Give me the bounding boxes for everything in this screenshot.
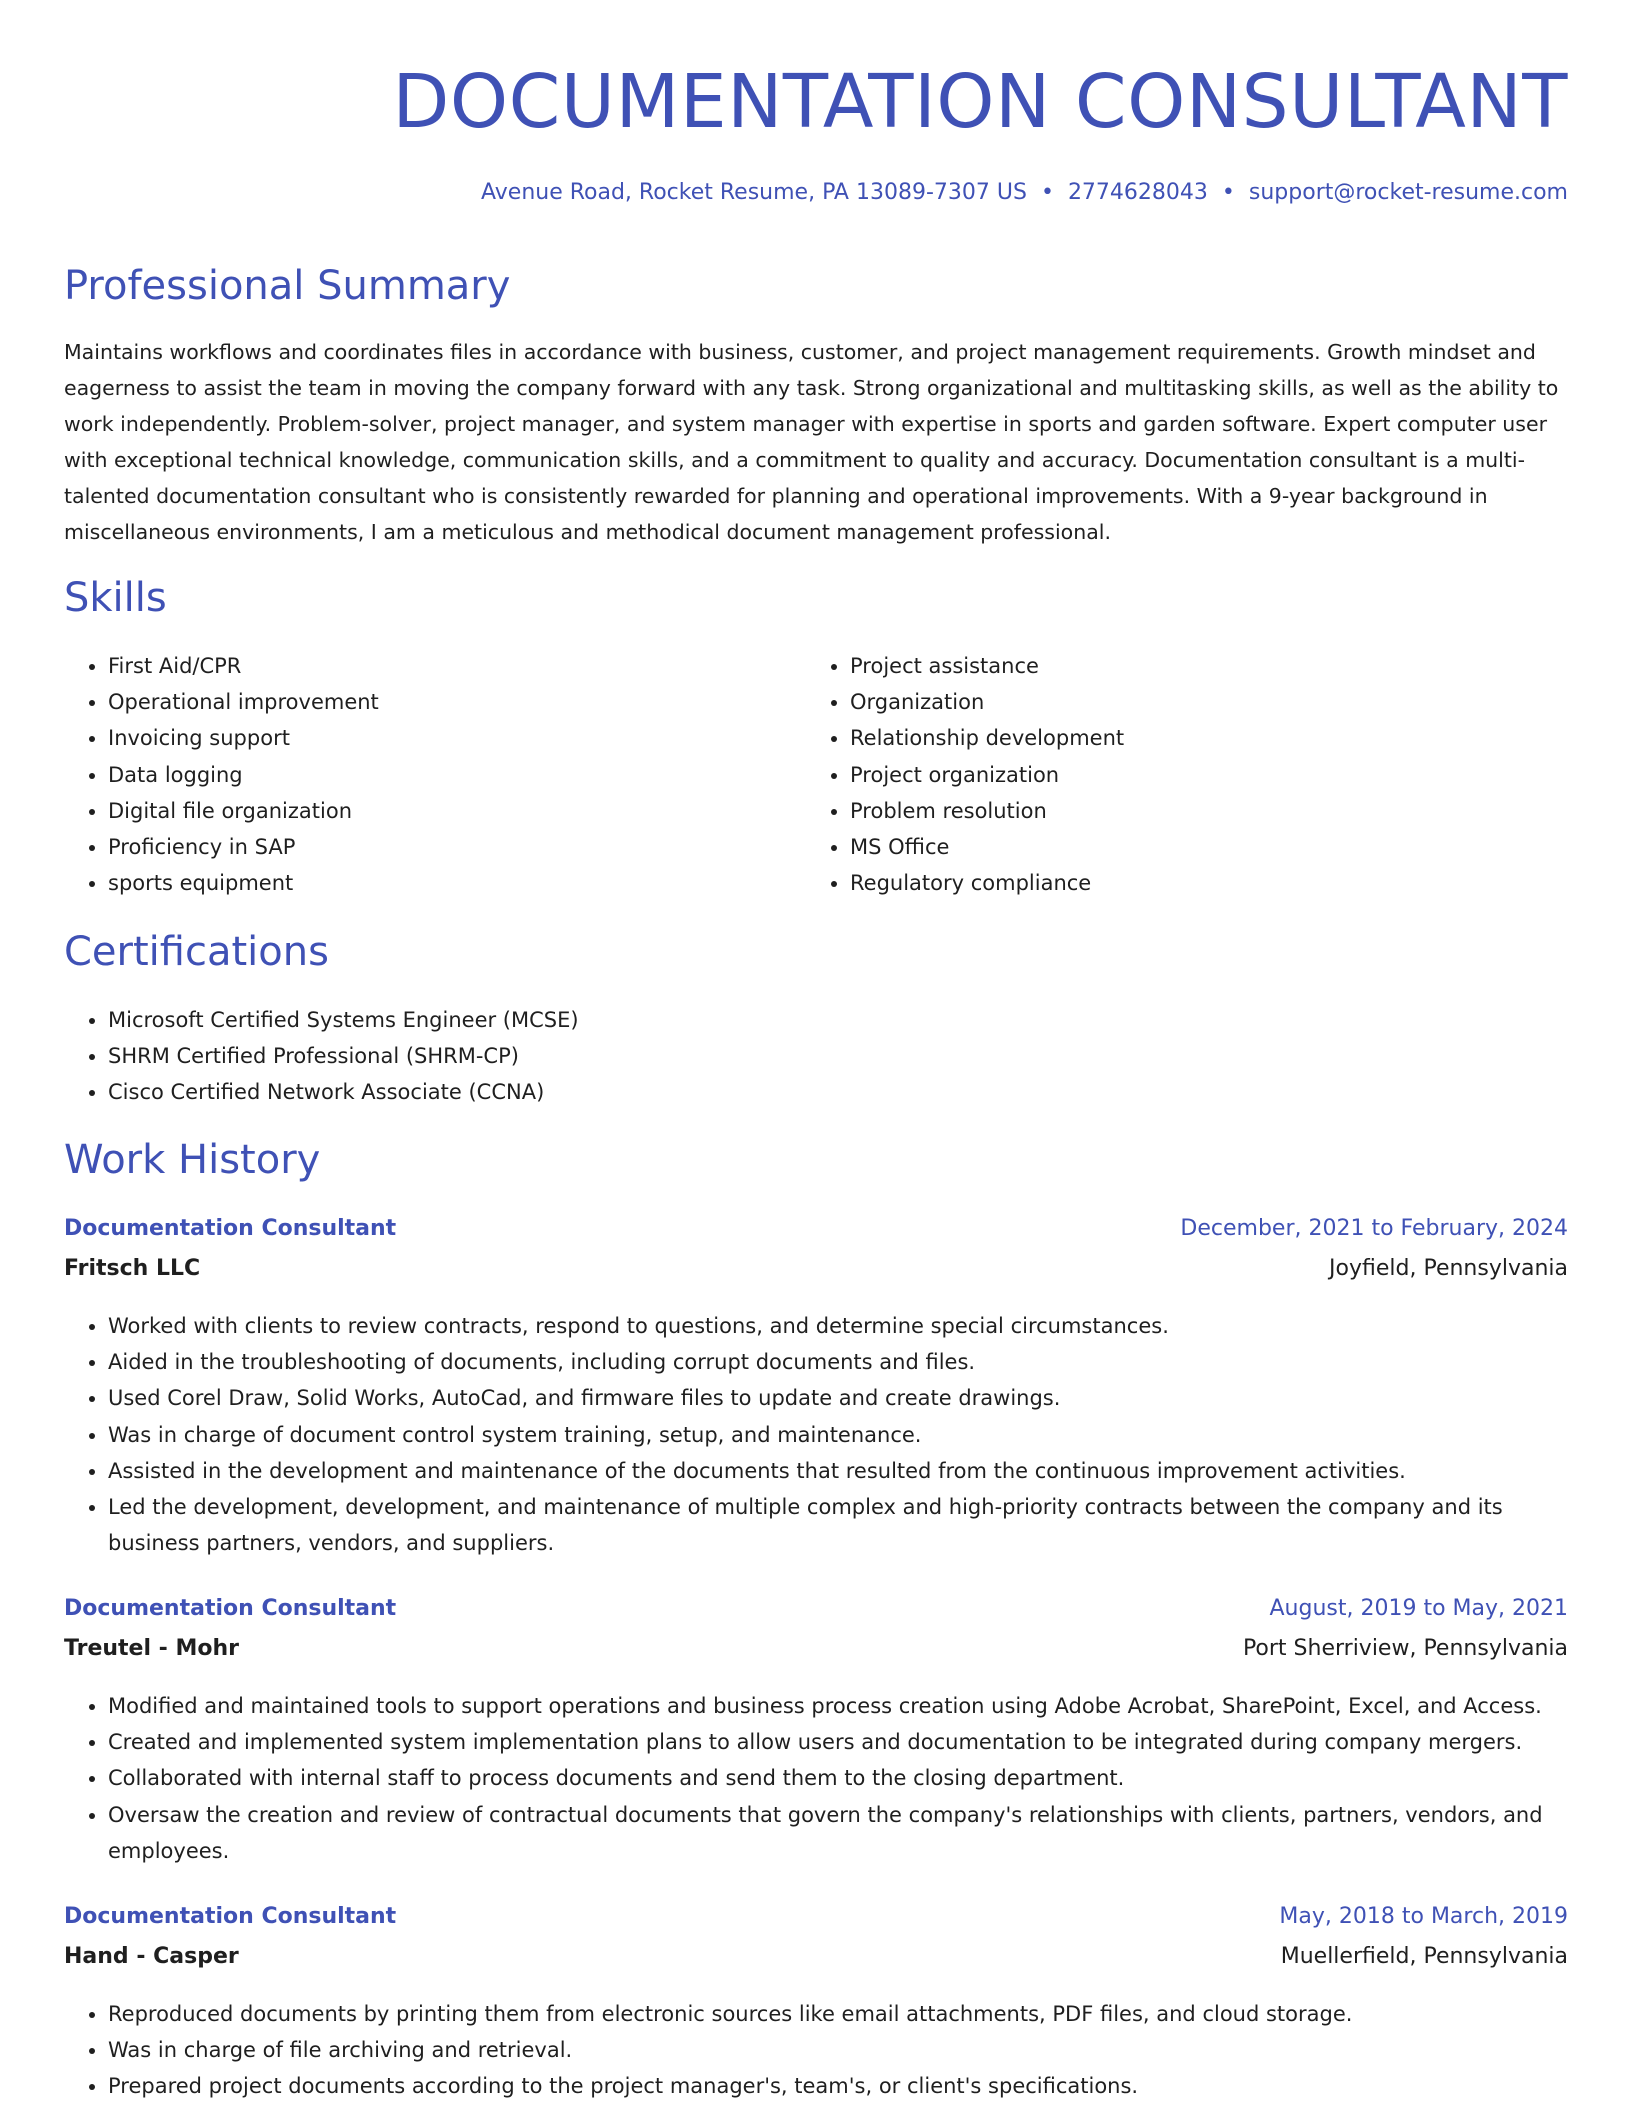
section-title-summary: Professional Summary — [64, 263, 511, 309]
job-dates: August, 2019 to May, 2021 — [1269, 1596, 1568, 1621]
candidate-name: DOCUMENTATION CONSULTANT — [392, 59, 1568, 145]
job-company: Treutel - Mohr — [64, 1636, 239, 1661]
skill-item: • MS Office — [850, 829, 1506, 865]
skill-item: • Data logging — [108, 757, 764, 793]
job-bullet: • Reproduced documents by printing them from electronic sources like email attachments, PDF files, and cloud storage. — [108, 1996, 1568, 2032]
section-title-work-history: Work History — [64, 1137, 321, 1183]
skills-left-column — [64, 648, 764, 901]
job-bullet: • Used Corel Draw, Solid Works, AutoCad, and firmware files to update and create drawings. — [108, 1380, 1568, 1416]
job-bullets — [64, 1688, 1568, 1869]
contact-separator: • — [1221, 180, 1235, 205]
skills-list-left — [64, 648, 764, 901]
certification-item: • Cisco Certified Network Associate (CCNA) — [108, 1074, 1064, 1110]
contact-line — [481, 180, 1568, 205]
contact-email[interactable]: support@rocket-resume.com — [1248, 180, 1568, 205]
job-location: Port Sherriview, Pennsylvania — [1242, 1636, 1568, 1661]
job-bullet: • Created and implemented system implementation plans to allow users and documentation to be integrated during company mergers. — [108, 1724, 1568, 1760]
resume-page — [64, 0, 1568, 2099]
job-entry — [64, 1596, 1568, 1869]
job-title: Documentation Consultant — [64, 1904, 397, 1929]
contact-separator: • — [1040, 180, 1054, 205]
job-bullet: • Was in charge of document control system training, setup, and maintenance. — [108, 1417, 1568, 1453]
skill-item: • Regulatory compliance — [850, 865, 1506, 901]
job-bullet: • Aided in the troubleshooting of documents, including corrupt documents and files. — [108, 1344, 1568, 1380]
skill-item: • sports equipment — [108, 865, 764, 901]
certifications-list — [64, 1002, 1064, 1111]
skill-item: • Operational improvement — [108, 684, 764, 720]
job-entry — [64, 1216, 1568, 1561]
job-company: Hand - Casper — [64, 1944, 239, 1969]
skill-item: • Organization — [850, 684, 1506, 720]
job-bullet: • Assisted in the development and maintenance of the documents that resulted from the continuous improvement activities. — [108, 1453, 1568, 1489]
job-location: Muellerfield, Pennsylvania — [1280, 1944, 1568, 1969]
job-bullet: • Collaborated with internal staff to process documents and send them to the closing department. — [108, 1760, 1568, 1796]
summary-text: Maintains workflows and coordinates files in accordance with business, customer, and project management requirements. Growth mindset and eagerness to assist the team in moving the company forward with any task. Strong organizational and multitasking skills, as well as the ability to work independently. Problem-solver, project manager, and system manager with expertise in sports and garden software. Expert computer user with exceptional technical knowledge, communication skills, and a commitment to quality and accuracy. Documentation consultant is a multi-talented documentation consultant who is consistently rewarded for planning and operational improvements. With a 9-year background in miscellaneous environments, I am a meticulous and methodical document management professional. — [64, 340, 1559, 544]
skill-item: • Relationship development — [850, 720, 1506, 756]
job-bullet: • Was in charge of file archiving and retrieval. — [108, 2032, 1568, 2068]
job-bullets — [64, 1308, 1568, 1561]
job-company-row — [64, 1944, 1568, 1984]
skill-item: • Project assistance — [850, 648, 1506, 684]
job-header-row — [64, 1904, 1568, 1944]
job-bullets — [64, 1996, 1568, 2105]
certification-item: • SHRM Certified Professional (SHRM-CP) — [108, 1038, 1064, 1074]
job-title: Documentation Consultant — [64, 1216, 397, 1241]
job-company: Fritsch LLC — [64, 1256, 201, 1281]
job-company-row — [64, 1256, 1568, 1296]
job-bullet: • Oversaw the creation and review of contractual documents that govern the company's relationships with clients, partners, vendors, and employees. — [108, 1797, 1568, 1869]
job-bullet: • Prepared project documents according to the project manager's, team's, or client's specifications. — [108, 2068, 1568, 2104]
job-entry — [64, 1904, 1568, 2105]
contact-phone: 2774628043 — [1067, 180, 1208, 205]
skill-item: • Proficiency in SAP — [108, 829, 764, 865]
skill-item: • Invoicing support — [108, 720, 764, 756]
job-bullet: • Worked with clients to review contracts, respond to questions, and determine special circumstances. — [108, 1308, 1568, 1344]
section-title-skills: Skills — [64, 575, 167, 621]
skill-item: • Project organization — [850, 757, 1506, 793]
skill-item: • Digital file organization — [108, 793, 764, 829]
job-title: Documentation Consultant — [64, 1596, 397, 1621]
job-bullet: • Led the development, development, and maintenance of multiple complex and high-priority contracts between the company and its business partners, vendors, and suppliers. — [108, 1489, 1568, 1561]
skill-item: • Problem resolution — [850, 793, 1506, 829]
certifications-bullets — [64, 1002, 1064, 1111]
skill-item: • First Aid/CPR — [108, 648, 764, 684]
contact-address: Avenue Road, Rocket Resume, PA 13089-7307 US — [481, 180, 1027, 205]
job-header-row — [64, 1596, 1568, 1636]
job-header-row — [64, 1216, 1568, 1256]
job-company-row — [64, 1636, 1568, 1676]
skills-right-column — [806, 648, 1506, 901]
section-title-certifications: Certifications — [64, 929, 329, 975]
skills-list-right — [806, 648, 1506, 901]
job-location: Joyfield, Pennsylvania — [1329, 1256, 1568, 1281]
job-dates: December, 2021 to February, 2024 — [1180, 1216, 1568, 1241]
job-bullet: • Modified and maintained tools to support operations and business process creation using Adobe Acrobat, SharePoint, Excel, and Access. — [108, 1688, 1568, 1724]
certification-item: • Microsoft Certified Systems Engineer (MCSE) — [108, 1002, 1064, 1038]
job-dates: May, 2018 to March, 2019 — [1279, 1904, 1568, 1929]
